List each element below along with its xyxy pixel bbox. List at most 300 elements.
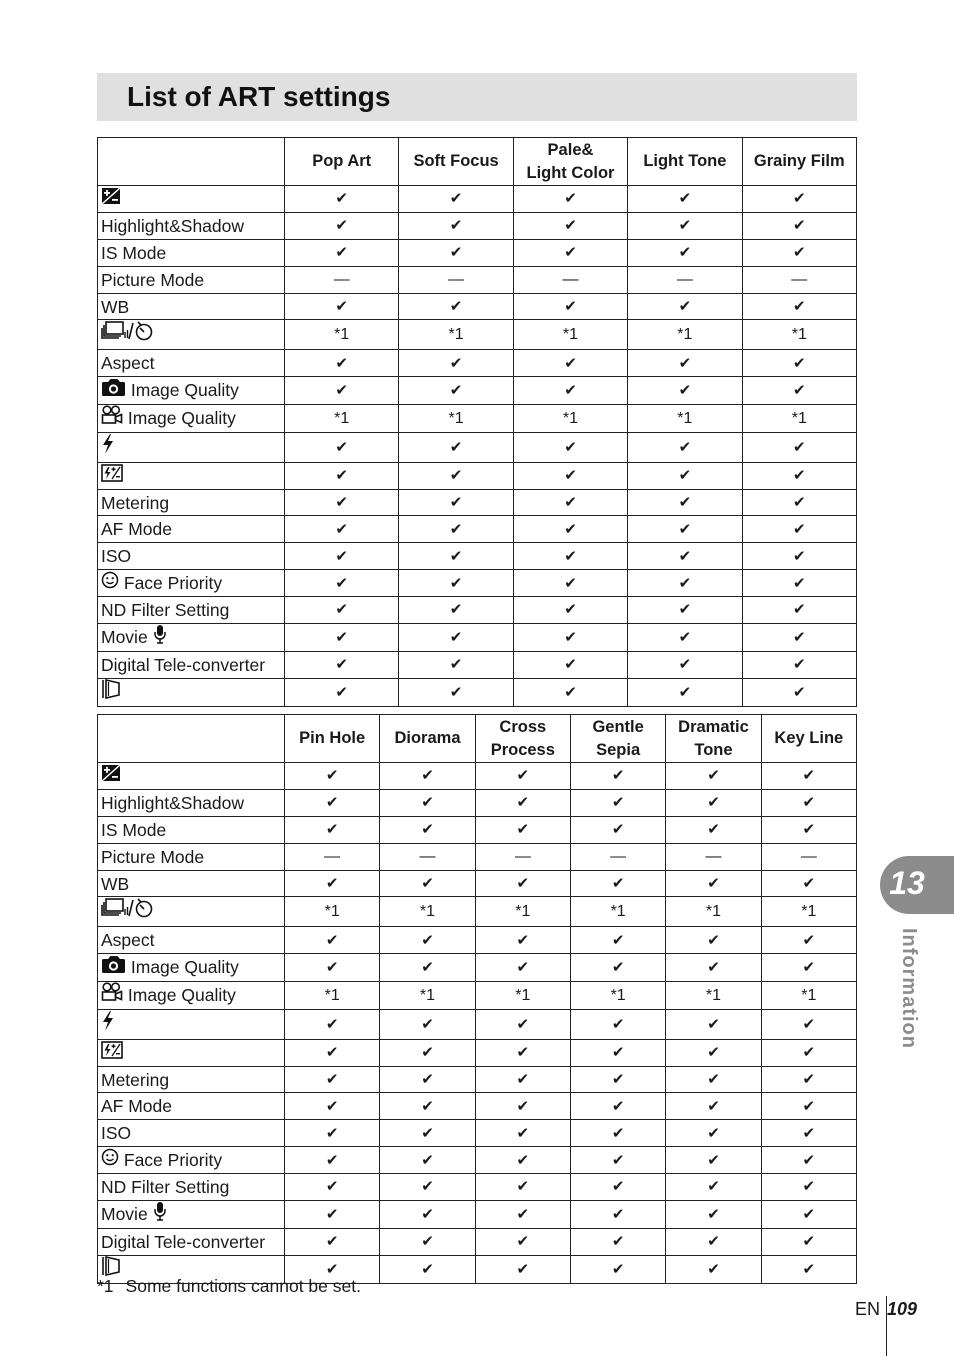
not-applicable-cell: — — [285, 266, 399, 293]
check-cell: ✔ — [475, 1009, 570, 1039]
check-cell: ✔ — [666, 1039, 761, 1066]
check-cell: ✔ — [570, 1120, 665, 1147]
check-cell: ✔ — [666, 1174, 761, 1201]
check-cell: ✔ — [761, 789, 856, 816]
check-cell: ✔ — [285, 1120, 380, 1147]
check-cell: ✔ — [761, 927, 856, 954]
row-label-text: ND Filter Setting — [101, 1176, 230, 1197]
check-cell: ✔ — [399, 239, 513, 266]
row-label-text: AF Mode — [101, 1096, 172, 1117]
table-header-row — [98, 715, 857, 763]
check-cell: ✔ — [285, 212, 399, 239]
check-cell: ✔ — [513, 350, 627, 377]
check-cell: ✔ — [285, 239, 399, 266]
note-cell: *1 — [380, 897, 475, 927]
check-cell: ✔ — [475, 1147, 570, 1174]
check-cell: ✔ — [666, 816, 761, 843]
check-cell: ✔ — [742, 651, 856, 678]
check-cell: ✔ — [285, 293, 399, 320]
check-cell: ✔ — [380, 1200, 475, 1228]
row-label-nd-filter-setting — [98, 597, 285, 624]
check-cell: ✔ — [475, 1039, 570, 1066]
check-cell: ✔ — [285, 186, 399, 213]
not-applicable-cell: — — [666, 843, 761, 870]
check-cell: ✔ — [475, 1228, 570, 1255]
table-row — [98, 212, 857, 239]
row-label-image-quality — [98, 954, 285, 981]
check-cell: ✔ — [742, 489, 856, 516]
row-label-keystone-icon — [98, 678, 285, 706]
row-label-text: Aspect — [101, 930, 155, 951]
note-cell: *1 — [742, 404, 856, 432]
check-cell: ✔ — [380, 870, 475, 897]
row-label-flash-icon — [98, 432, 285, 462]
check-cell: ✔ — [285, 1255, 380, 1283]
check-cell: ✔ — [285, 1174, 380, 1201]
check-cell: ✔ — [666, 1228, 761, 1255]
table-row — [98, 1174, 857, 1201]
row-label-highlight-and-shadow — [98, 789, 285, 816]
flash-comp-icon — [101, 1041, 123, 1066]
check-cell: ✔ — [570, 1228, 665, 1255]
note-cell: *1 — [285, 897, 380, 927]
check-cell: ✔ — [666, 763, 761, 790]
not-applicable-cell: — — [761, 843, 856, 870]
check-cell: ✔ — [513, 623, 627, 651]
check-cell: ✔ — [742, 570, 856, 597]
check-cell: ✔ — [628, 239, 742, 266]
check-cell: ✔ — [666, 1066, 761, 1093]
check-cell: ✔ — [380, 789, 475, 816]
not-applicable-cell: — — [513, 266, 627, 293]
row-label-text: Movie — [101, 1203, 148, 1224]
flash-icon — [101, 1010, 115, 1039]
microphone-icon — [153, 1201, 167, 1228]
row-label-exposure-comp-icon — [98, 186, 285, 213]
check-cell: ✔ — [513, 516, 627, 543]
row-label-is-mode — [98, 816, 285, 843]
check-cell: ✔ — [742, 462, 856, 489]
check-cell: ✔ — [570, 1066, 665, 1093]
row-label-movie — [98, 1200, 285, 1228]
check-cell: ✔ — [513, 462, 627, 489]
table-row — [98, 186, 857, 213]
table-row — [98, 678, 857, 706]
check-cell: ✔ — [285, 678, 399, 706]
check-cell: ✔ — [285, 1066, 380, 1093]
table-row — [98, 1066, 857, 1093]
row-label-text: Face Priority — [123, 1150, 223, 1170]
check-cell: ✔ — [513, 212, 627, 239]
row-label-face-priority — [98, 1147, 285, 1174]
row-label-text: ISO — [101, 546, 132, 567]
table-row — [98, 1200, 857, 1228]
note-cell: *1 — [285, 320, 399, 350]
column-header-grainy-film: Grainy Film — [742, 138, 856, 186]
table-row — [98, 462, 857, 489]
note-cell: *1 — [285, 981, 380, 1009]
check-cell: ✔ — [285, 816, 380, 843]
check-cell: ✔ — [399, 678, 513, 706]
table-row — [98, 516, 857, 543]
check-cell: ✔ — [399, 570, 513, 597]
footnote — [97, 1276, 361, 1297]
row-label-text: Aspect — [101, 353, 155, 374]
check-cell: ✔ — [399, 186, 513, 213]
column-header-dramatic-tone: Dramatic Tone — [666, 715, 761, 763]
check-cell: ✔ — [761, 1255, 856, 1283]
check-cell: ✔ — [399, 350, 513, 377]
table-row — [98, 266, 857, 293]
row-label-text: Face Priority — [123, 573, 223, 593]
row-label-text: Highlight&Shadow — [101, 215, 245, 236]
table-row — [98, 870, 857, 897]
row-label-text: ND Filter Setting — [101, 599, 230, 620]
check-cell: ✔ — [570, 1200, 665, 1228]
check-cell: ✔ — [399, 432, 513, 462]
check-cell: ✔ — [628, 570, 742, 597]
chapter-tab — [880, 856, 954, 914]
note-cell: *1 — [399, 320, 513, 350]
check-cell: ✔ — [570, 1039, 665, 1066]
title-bar — [97, 73, 857, 121]
exposure-comp-icon — [101, 764, 121, 789]
row-label-text: IS Mode — [101, 819, 167, 840]
check-cell: ✔ — [285, 570, 399, 597]
row-label-picture-mode — [98, 266, 285, 293]
note-cell: *1 — [628, 320, 742, 350]
check-cell: ✔ — [285, 1147, 380, 1174]
check-cell: ✔ — [513, 543, 627, 570]
check-cell: ✔ — [285, 1228, 380, 1255]
row-label-image-quality — [98, 981, 285, 1009]
check-cell: ✔ — [380, 1120, 475, 1147]
check-cell: ✔ — [570, 763, 665, 790]
check-cell: ✔ — [513, 293, 627, 320]
not-applicable-cell: — — [570, 843, 665, 870]
chapter-number: 13 — [889, 865, 925, 901]
row-label-text: IS Mode — [101, 242, 167, 263]
table-row — [98, 1120, 857, 1147]
check-cell: ✔ — [628, 678, 742, 706]
check-cell: ✔ — [475, 1200, 570, 1228]
check-cell: ✔ — [285, 432, 399, 462]
header-blank-cell — [98, 138, 285, 186]
row-label-text: Picture Mode — [101, 846, 205, 867]
check-cell: ✔ — [628, 293, 742, 320]
note-cell: *1 — [475, 897, 570, 927]
table-row — [98, 293, 857, 320]
page-title: List of ART settings — [127, 81, 391, 112]
column-header-light-tone: Light Tone — [628, 138, 742, 186]
row-label-text: Picture Mode — [101, 269, 205, 290]
note-cell: *1 — [628, 404, 742, 432]
check-cell: ✔ — [761, 1147, 856, 1174]
check-cell: ✔ — [570, 1174, 665, 1201]
note-cell: *1 — [285, 404, 399, 432]
row-label-digital-tele-converter — [98, 651, 285, 678]
check-cell: ✔ — [380, 1255, 475, 1283]
row-label-af-mode — [98, 516, 285, 543]
check-cell: ✔ — [742, 239, 856, 266]
check-cell: ✔ — [475, 1174, 570, 1201]
drive-selftimer-icon — [101, 320, 155, 349]
note-cell: *1 — [761, 897, 856, 927]
check-cell: ✔ — [285, 489, 399, 516]
check-cell: ✔ — [285, 462, 399, 489]
row-label-text: WB — [101, 873, 130, 894]
note-cell: *1 — [513, 404, 627, 432]
table-row — [98, 239, 857, 266]
footnote-mark: *1 — [97, 1276, 114, 1296]
check-cell: ✔ — [761, 1228, 856, 1255]
note-cell: *1 — [475, 981, 570, 1009]
note-cell: *1 — [399, 404, 513, 432]
check-cell: ✔ — [399, 651, 513, 678]
row-label-flash-comp-icon — [98, 1039, 285, 1066]
table-row — [98, 1228, 857, 1255]
check-cell: ✔ — [285, 597, 399, 624]
check-cell: ✔ — [742, 623, 856, 651]
check-cell: ✔ — [666, 789, 761, 816]
table-row — [98, 927, 857, 954]
check-cell: ✔ — [475, 816, 570, 843]
check-cell: ✔ — [742, 432, 856, 462]
row-label-aspect — [98, 927, 285, 954]
check-cell: ✔ — [628, 377, 742, 404]
row-label-aspect — [98, 350, 285, 377]
check-cell: ✔ — [628, 543, 742, 570]
table-row — [98, 377, 857, 404]
note-cell: *1 — [742, 320, 856, 350]
check-cell: ✔ — [628, 350, 742, 377]
table-row — [98, 1147, 857, 1174]
check-cell: ✔ — [513, 377, 627, 404]
table-row — [98, 432, 857, 462]
not-applicable-cell: — — [399, 266, 513, 293]
check-cell: ✔ — [628, 432, 742, 462]
check-cell: ✔ — [285, 1009, 380, 1039]
check-cell: ✔ — [513, 186, 627, 213]
table-row — [98, 597, 857, 624]
check-cell: ✔ — [628, 623, 742, 651]
check-cell: ✔ — [513, 239, 627, 266]
check-cell: ✔ — [399, 462, 513, 489]
column-header-pale-and-light-color: Pale& Light Color — [513, 138, 627, 186]
check-cell: ✔ — [399, 597, 513, 624]
row-label-text: Highlight&Shadow — [101, 792, 245, 813]
still-camera-icon — [101, 955, 126, 981]
check-cell: ✔ — [570, 927, 665, 954]
check-cell: ✔ — [513, 651, 627, 678]
check-cell: ✔ — [380, 954, 475, 981]
check-cell: ✔ — [628, 462, 742, 489]
column-header-key-line: Key Line — [761, 715, 856, 763]
row-label-text: WB — [101, 296, 130, 317]
check-cell: ✔ — [285, 651, 399, 678]
check-cell: ✔ — [380, 1009, 475, 1039]
check-cell: ✔ — [380, 816, 475, 843]
table-row — [98, 350, 857, 377]
check-cell: ✔ — [380, 763, 475, 790]
check-cell: ✔ — [628, 651, 742, 678]
check-cell: ✔ — [628, 597, 742, 624]
check-cell: ✔ — [285, 516, 399, 543]
check-cell: ✔ — [666, 1120, 761, 1147]
table-row — [98, 623, 857, 651]
check-cell: ✔ — [285, 789, 380, 816]
row-label-text: Metering — [101, 492, 170, 513]
row-label-flash-comp-icon — [98, 462, 285, 489]
check-cell: ✔ — [285, 954, 380, 981]
row-label-iso — [98, 1120, 285, 1147]
check-cell: ✔ — [399, 212, 513, 239]
row-label-image-quality — [98, 377, 285, 404]
movie-camera-icon — [101, 982, 123, 1009]
check-cell: ✔ — [380, 927, 475, 954]
check-cell: ✔ — [666, 954, 761, 981]
row-label-text: Movie — [101, 626, 148, 647]
row-label-text: Image Quality — [127, 984, 236, 1005]
note-cell: *1 — [570, 981, 665, 1009]
check-cell: ✔ — [285, 1039, 380, 1066]
table-row — [98, 543, 857, 570]
check-cell: ✔ — [285, 927, 380, 954]
check-cell: ✔ — [570, 954, 665, 981]
check-cell: ✔ — [570, 1093, 665, 1120]
row-label-wb — [98, 293, 285, 320]
microphone-icon — [153, 624, 167, 651]
check-cell: ✔ — [380, 1174, 475, 1201]
check-cell: ✔ — [628, 186, 742, 213]
check-cell: ✔ — [761, 1120, 856, 1147]
check-cell: ✔ — [742, 516, 856, 543]
header-blank-cell — [98, 715, 285, 763]
check-cell: ✔ — [666, 1147, 761, 1174]
row-label-text: Metering — [101, 1069, 170, 1090]
check-cell: ✔ — [761, 816, 856, 843]
row-label-highlight-and-shadow — [98, 212, 285, 239]
language-code: EN — [855, 1299, 881, 1319]
check-cell: ✔ — [570, 1009, 665, 1039]
table-row — [98, 570, 857, 597]
row-label-text: Image Quality — [130, 957, 239, 978]
exposure-comp-icon — [101, 187, 121, 212]
check-cell: ✔ — [285, 377, 399, 404]
table-row — [98, 981, 857, 1009]
row-label-text: Digital Tele-converter — [101, 1231, 266, 1252]
check-cell: ✔ — [399, 516, 513, 543]
check-cell: ✔ — [742, 597, 856, 624]
row-label-text: Image Quality — [130, 380, 239, 401]
check-cell: ✔ — [570, 1147, 665, 1174]
art-settings-table-1 — [97, 137, 857, 707]
check-cell: ✔ — [475, 954, 570, 981]
table-row — [98, 1093, 857, 1120]
check-cell: ✔ — [475, 1066, 570, 1093]
table-row — [98, 789, 857, 816]
row-label-movie — [98, 623, 285, 651]
check-cell: ✔ — [475, 927, 570, 954]
not-applicable-cell: — — [475, 843, 570, 870]
note-cell: *1 — [380, 981, 475, 1009]
still-camera-icon — [101, 378, 126, 404]
row-label-nd-filter-setting — [98, 1174, 285, 1201]
check-cell: ✔ — [399, 293, 513, 320]
check-cell: ✔ — [475, 789, 570, 816]
check-cell: ✔ — [380, 1039, 475, 1066]
table-row — [98, 651, 857, 678]
row-label-metering — [98, 1066, 285, 1093]
row-label-text: Image Quality — [127, 407, 236, 428]
row-label-picture-mode — [98, 843, 285, 870]
check-cell: ✔ — [513, 678, 627, 706]
check-cell: ✔ — [475, 1120, 570, 1147]
column-header-gentle-sepia: Gentle Sepia — [570, 715, 665, 763]
page-number-value: 109 — [887, 1299, 918, 1319]
flash-comp-icon — [101, 464, 123, 489]
check-cell: ✔ — [742, 543, 856, 570]
column-header-diorama: Diorama — [380, 715, 475, 763]
check-cell: ✔ — [380, 1147, 475, 1174]
face-icon — [101, 1148, 119, 1173]
row-label-face-priority — [98, 570, 285, 597]
table-row — [98, 897, 857, 927]
row-label-metering — [98, 489, 285, 516]
movie-camera-icon — [101, 405, 123, 432]
check-cell: ✔ — [742, 212, 856, 239]
column-header-pop-art: Pop Art — [285, 138, 399, 186]
flash-icon — [101, 433, 115, 462]
not-applicable-cell: — — [742, 266, 856, 293]
check-cell: ✔ — [666, 1009, 761, 1039]
page-number — [855, 1299, 917, 1320]
check-cell: ✔ — [285, 870, 380, 897]
check-cell: ✔ — [475, 870, 570, 897]
column-header-soft-focus: Soft Focus — [399, 138, 513, 186]
check-cell: ✔ — [570, 789, 665, 816]
note-cell: *1 — [666, 981, 761, 1009]
check-cell: ✔ — [513, 570, 627, 597]
column-header-pin-hole: Pin Hole — [285, 715, 380, 763]
check-cell: ✔ — [761, 1009, 856, 1039]
check-cell: ✔ — [513, 489, 627, 516]
note-cell: *1 — [666, 897, 761, 927]
check-cell: ✔ — [399, 377, 513, 404]
table-row — [98, 1039, 857, 1066]
check-cell: ✔ — [666, 927, 761, 954]
check-cell: ✔ — [380, 1093, 475, 1120]
table-row — [98, 489, 857, 516]
check-cell: ✔ — [570, 870, 665, 897]
table-row — [98, 404, 857, 432]
check-cell: ✔ — [285, 1093, 380, 1120]
not-applicable-cell: — — [380, 843, 475, 870]
row-label-af-mode — [98, 1093, 285, 1120]
check-cell: ✔ — [761, 1066, 856, 1093]
check-cell: ✔ — [285, 763, 380, 790]
check-cell: ✔ — [475, 1093, 570, 1120]
keystone-icon — [101, 679, 121, 706]
row-label-is-mode — [98, 239, 285, 266]
note-cell: *1 — [570, 897, 665, 927]
drive-selftimer-icon — [101, 897, 155, 926]
check-cell: ✔ — [666, 1093, 761, 1120]
check-cell: ✔ — [742, 377, 856, 404]
row-label-iso — [98, 543, 285, 570]
check-cell: ✔ — [742, 678, 856, 706]
check-cell: ✔ — [666, 1255, 761, 1283]
